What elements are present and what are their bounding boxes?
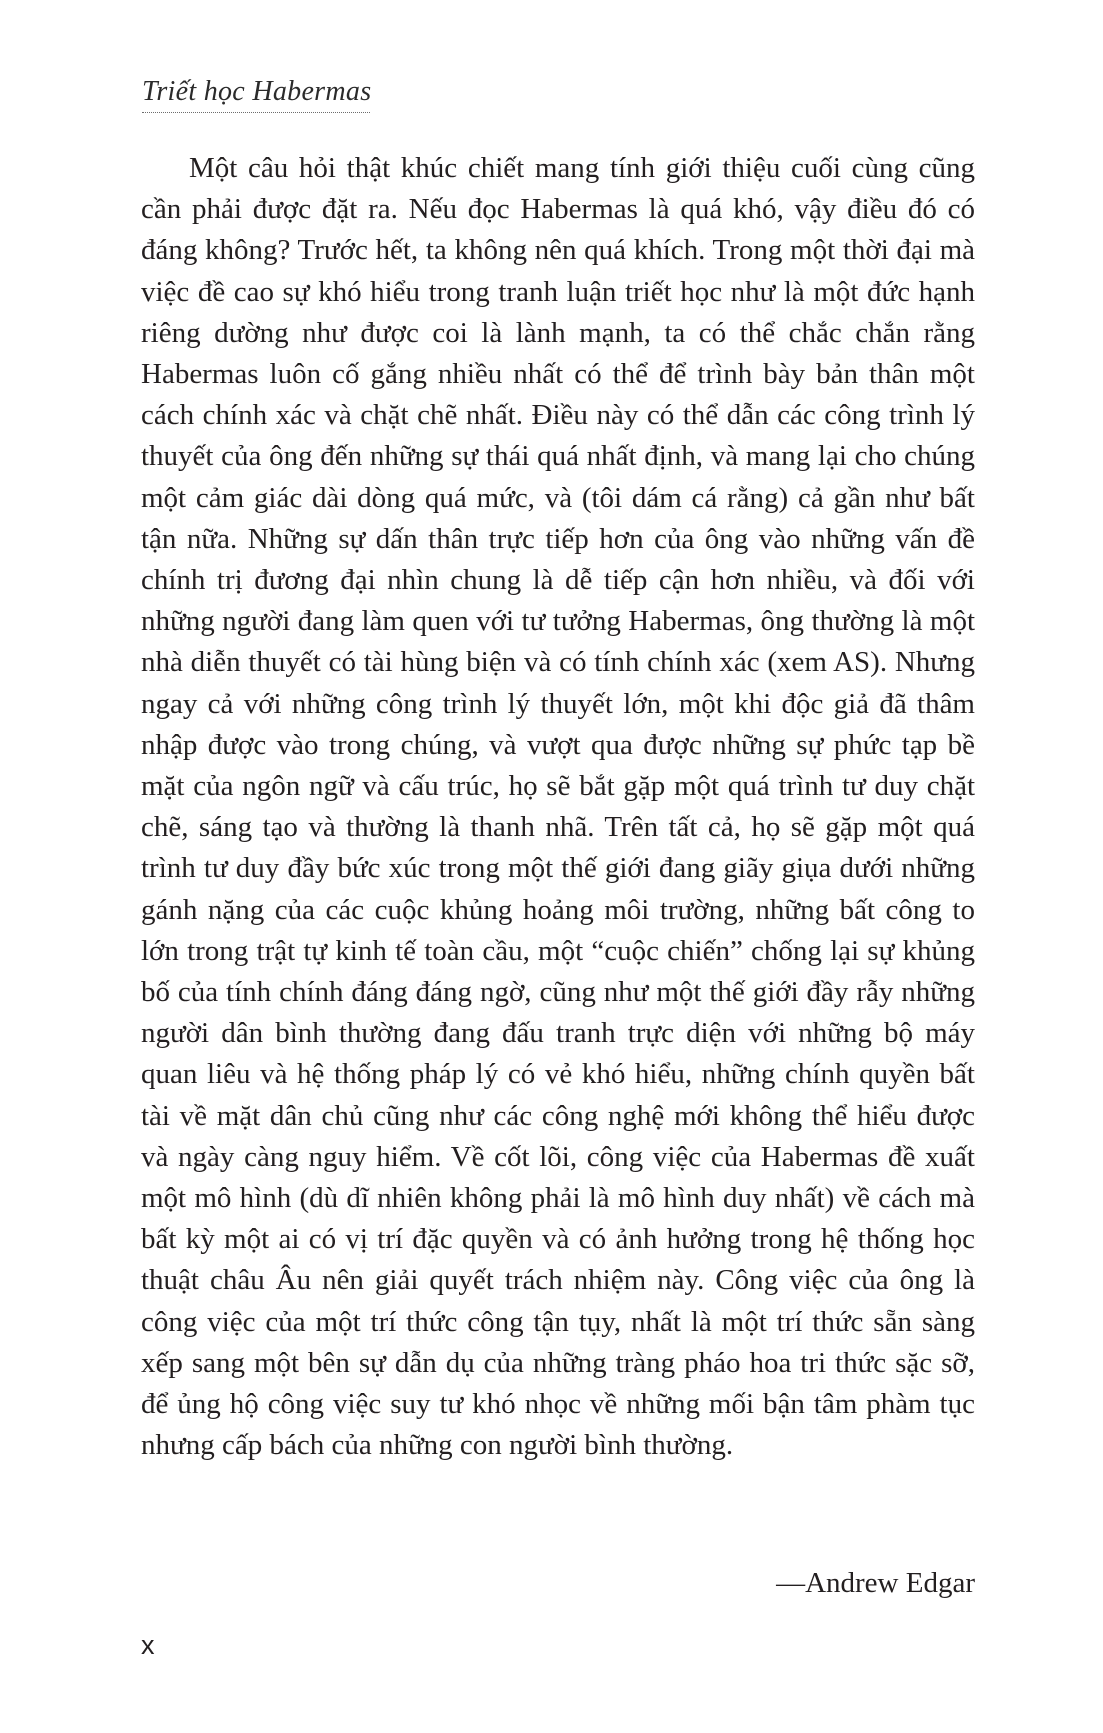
attribution: —Andrew Edgar	[776, 1567, 975, 1599]
page-number: x	[141, 1630, 155, 1660]
running-header: Triết học Habermas	[142, 76, 372, 107]
body-paragraph: Một câu hỏi thật khúc chiết mang tính giới thiệu cuối cùng cũng cần phải được đặt ra. Nếu đọc Habermas là quá khó, vậy điều đó có đáng không? Trước hết, ta không nên quá khích. Trong một thời đại mà việc đề cao sự khó hiểu trong tranh luận triết học như là một đức hạnh riêng dường như được coi là lành mạnh, ta có thể chắc chắn rằng Habermas luôn cố gắng nhiều nhất có thể để trình bày bản thân một cách chính xác và chặt chẽ nhất. Điều này có thể dẫn các công trình lý thuyết của ông đến những sự thái quá nhất định, và mang lại cho chúng một cảm giác dài dòng quá mức, và (tôi dám cá rằng) cả gần như bất tận nữa. Những sự dấn thân trực tiếp hơn của ông vào những vấn đề chính trị đương đại nhìn chung là dễ tiếp cận hơn nhiều, và đối với những người đang làm quen với tư tưởng Habermas, ông thường là một nhà diễn thuyết có tài hùng biện và có tính chính xác (xem AS). Nhưng ngay cả với những công trình lý thuyết lớn, một khi độc giả đã thâm nhập được vào trong chúng, và vượt qua được những sự phức tạp bề mặt của ngôn ngữ và cấu trúc, họ sẽ bắt gặp một quá trình tư duy chặt chẽ, sáng tạo và thường là thanh nhã. Trên tất cả, họ sẽ gặp một quá trình tư duy đầy bức xúc trong một thế giới đang giãy giụa dưới những gánh nặng của các cuộc khủng hoảng môi trường, những bất công to lớn trong trật tự kinh tế toàn cầu, một “cuộc chiến” chống lại sự khủng bố của tính chính đáng đáng ngờ, cũng như một thế giới đầy rẫy những người dân bình thường đang đấu tranh trực diện với những bộ máy quan liêu và hệ thống pháp lý có vẻ khó hiểu, những chính quyền bất tài về mặt dân chủ cũng như các công nghệ mới không thể hiểu được và ngày càng nguy hiểm. Về cốt lõi, công việc của Habermas đề xuất một mô hình (dù dĩ nhiên không phải là mô hình duy nhất) về cách mà bất kỳ một ai có vị trí đặc quyền và có ảnh hưởng trong hệ thống học thuật châu Âu nên giải quyết trách nhiệm này. Công việc của ông là công việc của một trí thức công tận tụy, nhất là một trí thức sẵn sàng xếp sang một bên sự dẫn dụ của những tràng pháo hoa tri thức sặc sỡ, để ủng hộ công việc suy tư khó nhọc về những mối bận tâm phàm tục nhưng cấp bách của những con người bình thường.	[141, 152, 975, 1462]
header-dotted-rule	[142, 112, 370, 113]
